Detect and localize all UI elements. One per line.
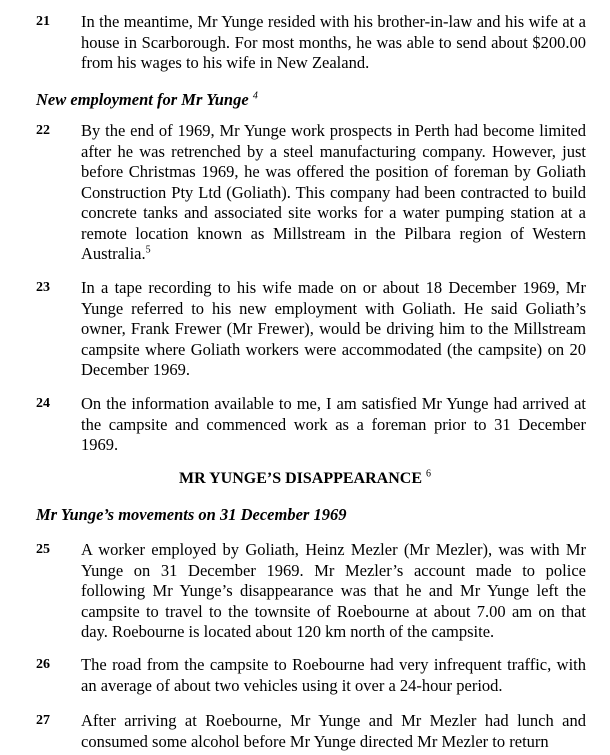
- section-heading-disappearance: [0, 469, 610, 489]
- paragraph-text: The road from the campsite to Roebourne had very infrequent traffic, with an average of about two vehicles using it over a 24-hour period.: [81, 655, 586, 695]
- paragraph-text: A worker employed by Goliath, Heinz Mezler (Mr Mezler), was with Mr Yunge on 31 December 1969. Mr Mezler’s account made to police following Mr Yunge’s disappearance was that he and Mr Yunge left the campsite to travel to the townsite of Roebourne at about 7.00 am on that day. Roebourne is located about 120 km north of the campsite.: [81, 540, 586, 641]
- paragraph-number: 25: [36, 542, 50, 557]
- footnote-marker: 5: [145, 244, 151, 256]
- heading-text: Mr Yunge’s movements on 31 December 1969: [36, 505, 347, 524]
- paragraph-body: By the end of 1969, Mr Yunge work prospects in Perth had become limited after he was retrenched by a steel manufacturing company. However, just before Christmas 1969, he was offered the position of foreman by Goliath Construction Pty Ltd (Goliath). This company had been contracted to build concrete tanks and associated site works for a water pumping station at a remote location known as Millstream in the Pilbara region of Western Australia.: [81, 121, 586, 263]
- section-heading-movements: [36, 505, 346, 525]
- paragraph-number: 22: [36, 123, 50, 138]
- paragraph-number: 21: [36, 14, 50, 29]
- heading-text: New employment for Mr Yunge: [36, 90, 249, 109]
- paragraph-number: 27: [36, 713, 50, 728]
- paragraph-text: On the information available to me, I am satisfied Mr Yunge had arrived at the campsite and commenced work as a foreman prior to 31 December 1969.: [81, 394, 586, 454]
- paragraph-text: In the meantime, Mr Yunge resided with his brother-in-law and his wife at a house in Scarborough. For most months, he was able to send about $200.00 from his wages to his wife in New Zealand.: [81, 12, 586, 72]
- heading-text: MR YUNGE’S DISAPPEARANCE: [179, 470, 422, 487]
- paragraph-number: 26: [36, 657, 50, 672]
- paragraph-number: 23: [36, 280, 50, 295]
- footnote-marker: 4: [252, 90, 258, 102]
- paragraph-number: 24: [36, 396, 50, 411]
- paragraph-text: [81, 121, 586, 265]
- paragraph-text: After arriving at Roebourne, Mr Yunge and Mr Mezler had lunch and consumed some alcohol before Mr Yunge directed Mr Mezler to return: [81, 711, 586, 751]
- section-heading-new-employment: [36, 90, 258, 110]
- paragraph-text: In a tape recording to his wife made on or about 18 December 1969, Mr Yunge referred to his new employment with Goliath. He said Goliath’s owner, Frank Frewer (Mr Frewer), would be driving him to the Millstream campsite where Goliath workers were accommodated (the campsite) on 20 December 1969.: [81, 278, 586, 379]
- footnote-marker: 6: [425, 468, 431, 480]
